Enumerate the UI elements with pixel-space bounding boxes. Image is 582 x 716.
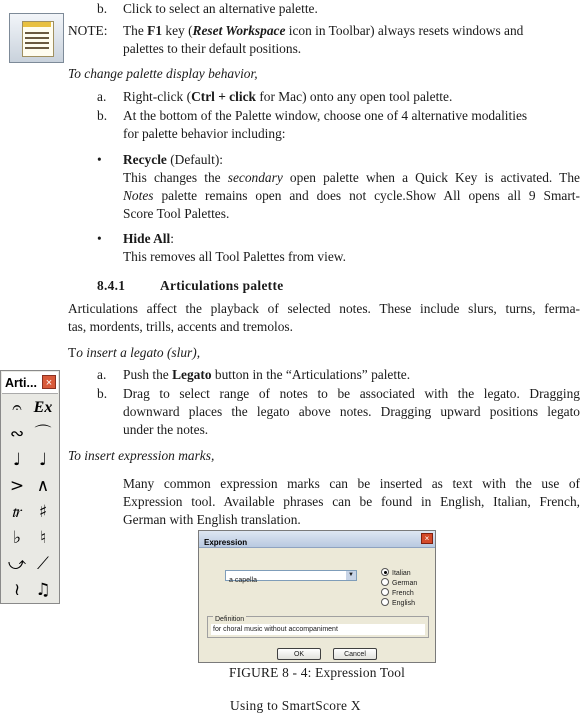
accent-icon[interactable]: > xyxy=(9,476,25,496)
bullet-text: Notes palette remains open and does not cycle.Show All opens all 9 Smart- xyxy=(123,188,580,203)
cancel-button[interactable]: Cancel xyxy=(333,648,377,660)
fermata-icon[interactable]: 𝄐 xyxy=(12,398,22,418)
list-text: Click to select an alternative palette. xyxy=(123,1,318,16)
list-label: b. xyxy=(97,108,108,123)
list-label: a. xyxy=(97,89,107,104)
grace-notes-icon[interactable]: ♫ xyxy=(35,580,51,600)
bullet: • xyxy=(97,152,102,167)
marcato-icon[interactable]: ∧ xyxy=(36,476,50,496)
definition-label: Definition xyxy=(213,611,246,630)
trill-icon[interactable]: 𝆖 xyxy=(12,502,22,522)
list-text: At the bottom of the Palette window, choose one of 4 alternative modalities xyxy=(123,108,528,123)
note-text-line2: palettes to their default positions. xyxy=(123,41,302,56)
paragraph: tas, mordents, trills, accents and tremolos. xyxy=(68,319,293,334)
expression-dialog xyxy=(198,530,436,663)
language-label: Italian xyxy=(392,570,411,577)
reset-workspace-icon xyxy=(9,13,64,63)
language-label: English xyxy=(392,600,415,607)
fermata-small-icon[interactable]: ⌒ xyxy=(34,424,52,444)
turn-icon[interactable]: ∾ xyxy=(9,424,25,444)
radio-indicator[interactable] xyxy=(381,588,389,596)
language-label: German xyxy=(392,580,418,587)
paragraph: Expression tool. Available phrases can be found in English, Italian, French, xyxy=(123,494,580,509)
bullet-title: Recycle (Default): xyxy=(123,152,224,167)
language-radio-italian[interactable] xyxy=(381,568,411,578)
list-text: downward places the legato above notes. Dragging upward positions legato xyxy=(123,404,580,419)
paragraph: Articulations affect the playback of selected notes. These include slurs, turns, ferma- xyxy=(68,301,580,316)
language-radio-french[interactable] xyxy=(381,588,414,598)
slur-icon[interactable]: ⤻ xyxy=(7,554,27,574)
phrase-select[interactable] xyxy=(225,570,357,584)
sharp-icon[interactable]: ♯ xyxy=(38,502,48,522)
figure-caption: FIGURE 8 - 4: Expression Tool xyxy=(229,665,406,680)
phrase-select-value: a capella xyxy=(229,577,258,584)
articulations-palette xyxy=(0,370,60,604)
bullet-text: This removes all Tool Palettes from view. xyxy=(123,249,346,264)
paragraph: German with English translation. xyxy=(123,512,301,527)
bullet-text: Score Tool Palettes. xyxy=(123,206,230,221)
subheading: To insert a legato (slur), xyxy=(68,345,201,360)
staccato-icon[interactable]: ♩ xyxy=(12,450,22,470)
natural-icon[interactable]: ♮ xyxy=(39,528,47,548)
tenuto-icon[interactable]: ♩ xyxy=(38,450,48,470)
note-text: The F1 key (Reset Workspace icon in Toolbar) always resets windows and xyxy=(123,23,524,38)
section-title: Articulations palette xyxy=(160,278,284,293)
language-label: French xyxy=(392,590,414,597)
expression-icon[interactable]: Ex xyxy=(33,399,53,416)
subheading: To change palette display behavior, xyxy=(68,66,258,81)
ok-button[interactable]: OK xyxy=(277,648,321,660)
bullet: • xyxy=(97,231,102,246)
dialog-title: Expression xyxy=(204,538,248,547)
paragraph: Many common expression marks can be inserted as text with the use of xyxy=(123,476,580,491)
list-label: a. xyxy=(97,367,107,382)
radio-indicator[interactable] xyxy=(381,578,389,586)
definition-field: for choral music without accompaniment xyxy=(211,624,425,635)
glissando-icon[interactable]: ⟋ xyxy=(37,554,49,574)
list-text: Right-click (Ctrl + click for Mac) onto any open tool palette. xyxy=(123,89,453,104)
list-label: b. xyxy=(97,386,108,401)
list-label: b. xyxy=(97,1,108,16)
list-text: Drag to select range of notes to be associated with the legato. Dragging xyxy=(123,386,580,401)
note-label: NOTE: xyxy=(68,23,108,38)
language-radio-german[interactable] xyxy=(381,578,417,588)
bullet-title: Hide All: xyxy=(123,231,174,246)
page-footer: Using to SmartScore X xyxy=(230,698,361,713)
section-number: 8.4.1 xyxy=(97,278,126,293)
flat-icon[interactable]: ♭ xyxy=(12,528,22,548)
dialog-titlebar xyxy=(199,531,435,548)
list-text: for palette behavior including: xyxy=(123,126,286,141)
list-text: Push the Legato button in the “Articulations” palette. xyxy=(123,367,411,382)
subheading: To insert expression marks, xyxy=(68,448,215,463)
close-icon[interactable]: × xyxy=(421,533,433,544)
bullet-text: This changes the secondary open palette when a Quick Key is activated. The xyxy=(123,170,580,185)
arpeggio-icon[interactable]: ≀ xyxy=(13,580,21,600)
list-text: under the notes. xyxy=(123,422,209,437)
chevron-down-icon[interactable]: ▼ xyxy=(346,571,356,580)
radio-indicator[interactable] xyxy=(381,598,389,606)
radio-indicator[interactable] xyxy=(381,568,389,576)
close-icon[interactable]: × xyxy=(42,375,56,389)
palette-title: Arti... xyxy=(5,376,37,390)
language-radio-english[interactable] xyxy=(381,598,415,608)
definition-group xyxy=(207,616,429,638)
palette-titlebar xyxy=(2,372,58,394)
